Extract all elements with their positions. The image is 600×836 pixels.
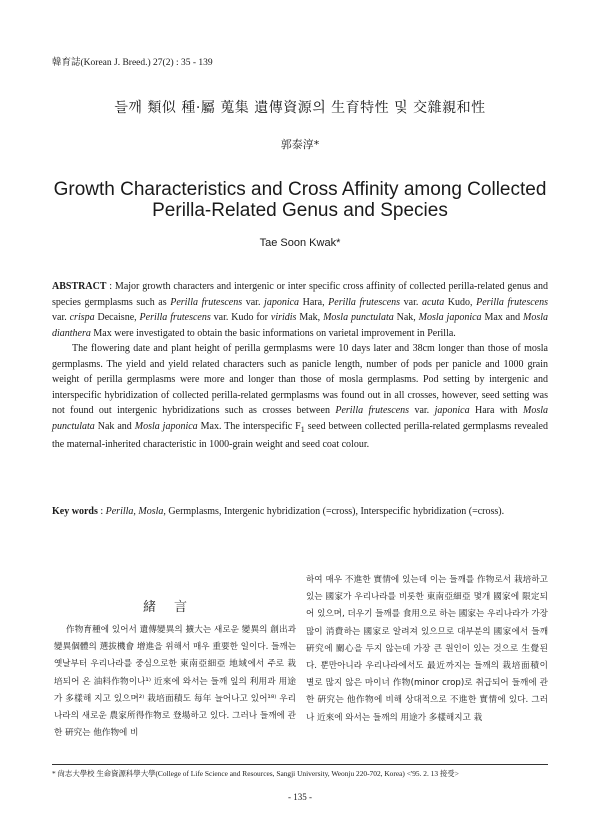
species-name: Mosla dianthera — [52, 312, 548, 339]
abstract-label: ABSTRACT — [52, 281, 107, 292]
text: Max were investigated to obtain the basic informations on varietal improvement in Perilla. — [90, 327, 456, 339]
text: : — [97, 506, 106, 517]
left-column-paragraph: 作物育種에 있어서 遺傳變異의 擴大는 새로운 變異의 創出과 變異個體의 選拔機會 增進을 위해서 매우 重要한 일이다. 들깨는 옛날부터 우리나라를 중심으로한 東南亞細亞 地域에서 주로 栽培되어 온 油料作物이나¹⁾ 近來에 와서는 들깨 잎의 利用과 用途가 多樣해 지고 있으며²⁾ 栽培面積도 每年 늘어나고 있어¹⁸⁾ 우리나라의 새로운 農家所得作物로 登場하고 있다. 그러나 들깨에 관한 硏究는 他作物에 비 — [54, 625, 296, 739]
keyword-list: Germplasms, Intergenic hybridization (=cross), Interspecific hybridization (=cross). — [165, 506, 505, 517]
species-name: Perilla frutescens — [170, 296, 243, 308]
english-title-line1: Growth Characteristics and Cross Affinity among Collected — [53, 179, 547, 200]
page-number: - 135 - — [288, 792, 312, 802]
species-name: Mosla japonica — [134, 420, 198, 432]
keywords — [52, 504, 548, 519]
keywords-label: Key words — [52, 506, 98, 517]
korean-title: 들깨 類似 種·屬 蒐集 遺傳資源의 生育特性 및 交雜親和性 — [114, 100, 486, 116]
text: seed between collected perilla-related germplasms revealed the maternal-inherited characteristic in 1000-grain weight and seed coat colour. — [52, 420, 548, 450]
text: Decaisne, — [94, 312, 140, 323]
right-column-paragraph: 하여 매우 不進한 實情에 있는데 이는 들깨를 作物로서 栽培하고 있는 國家가 우리나라를 비롯한 東南亞細亞 몇개 國家에 限定되어 있으며, 더우기 들깨를 食用으로 하는 國家는 우리나라가 가장 많이 消費하는 國家로 알려져 있으므로 대부분의 國家에서 들깨 硏究에 關心을 두지 않는데 가장 큰 원인이 있는 것으로 生覺된다. 뿐만아니라 우리나라에서도 最近까지는 들깨의 栽培面積이 별로 많지 않은 마이너 作物(minor crop)로 취급되어 들깨에 관한 硏究는 他作物에 비해 상대적으로 不進한 實情에 있다. 그러나 近來에 와서는 들깨의 用途가 多樣해지고 栽 — [306, 575, 548, 723]
species-name: Perilla frutescens — [335, 405, 410, 416]
species-name: Perilla frutescens — [476, 296, 549, 308]
species-name: Mosla punctulata — [52, 405, 548, 432]
english-author: Tae Soon Kwak* — [259, 237, 341, 249]
species-name: crispa — [69, 312, 95, 323]
text: var. — [409, 405, 435, 416]
text: var. — [52, 312, 70, 323]
korean-author: 郭泰淳* — [280, 138, 320, 151]
text: Max. The interspecific F — [197, 420, 301, 432]
species-name: Mosla punctulata — [323, 312, 394, 323]
text: Hara, — [299, 296, 329, 308]
keyword-genus: Perilla, Mosla, — [105, 506, 166, 517]
species-name: Perilla frutescens — [139, 312, 211, 323]
subscript: 1 — [300, 424, 305, 434]
text: Max and — [481, 312, 523, 323]
body-right-column — [306, 572, 548, 727]
abstract — [52, 279, 548, 453]
text: Nak and — [94, 420, 135, 432]
text: The flowering date and plant height of perilla germplasms were 10 days later and 38cm longer than those of mosla germplasms. The yield and yield related characters such as panicle length, number of pods per panicle and 1000 grain weight of perilla germplasms were more and longer than those of mosla germplasms. Pod setting by intergenic and interspecific hybridization of collected perilla-related germplasms was found out in all crosses, however, seed setting was not found out intergenic hybridizations such as crosses between — [52, 343, 548, 416]
species-name: japonica — [434, 405, 470, 416]
text: Nak, — [393, 312, 419, 323]
text: var. — [242, 296, 265, 308]
body-left-column — [54, 622, 296, 742]
footnote: * 尙志大學校 生命資源科學大學(College of Life Science and Resources, Sangji University, Weonju 220-702, Korea) <'95. 2. 13 接受> — [52, 769, 459, 778]
text: var. Kudo for — [210, 312, 271, 323]
species-name: acuta — [421, 296, 445, 308]
english-title-line2: Perilla-Related Genus and Species — [152, 200, 448, 221]
abstract-paragraph-2 — [52, 341, 548, 453]
journal-header: 韓育誌(Korean J. Breed.) 27(2) : 35 - 139 — [52, 58, 213, 68]
species-name: Mosla japonica — [418, 312, 482, 323]
text: Hara with — [469, 405, 523, 416]
text: : Major growth characters and intergenic or inter specific cross affinity of collected perilla-related genus and species germplasms such as — [52, 281, 548, 308]
english-title — [0, 179, 600, 221]
section-heading-introduction: 緒言 — [142, 600, 205, 615]
species-name: Perilla frutescens — [328, 296, 401, 308]
text: Kudo, — [444, 296, 477, 308]
text: Mak, — [296, 312, 324, 323]
species-name: japonica — [264, 296, 300, 308]
abstract-paragraph-1 — [52, 279, 548, 341]
footnote-divider — [52, 764, 548, 765]
species-name: viridis — [270, 312, 297, 323]
text: var. — [400, 296, 422, 308]
